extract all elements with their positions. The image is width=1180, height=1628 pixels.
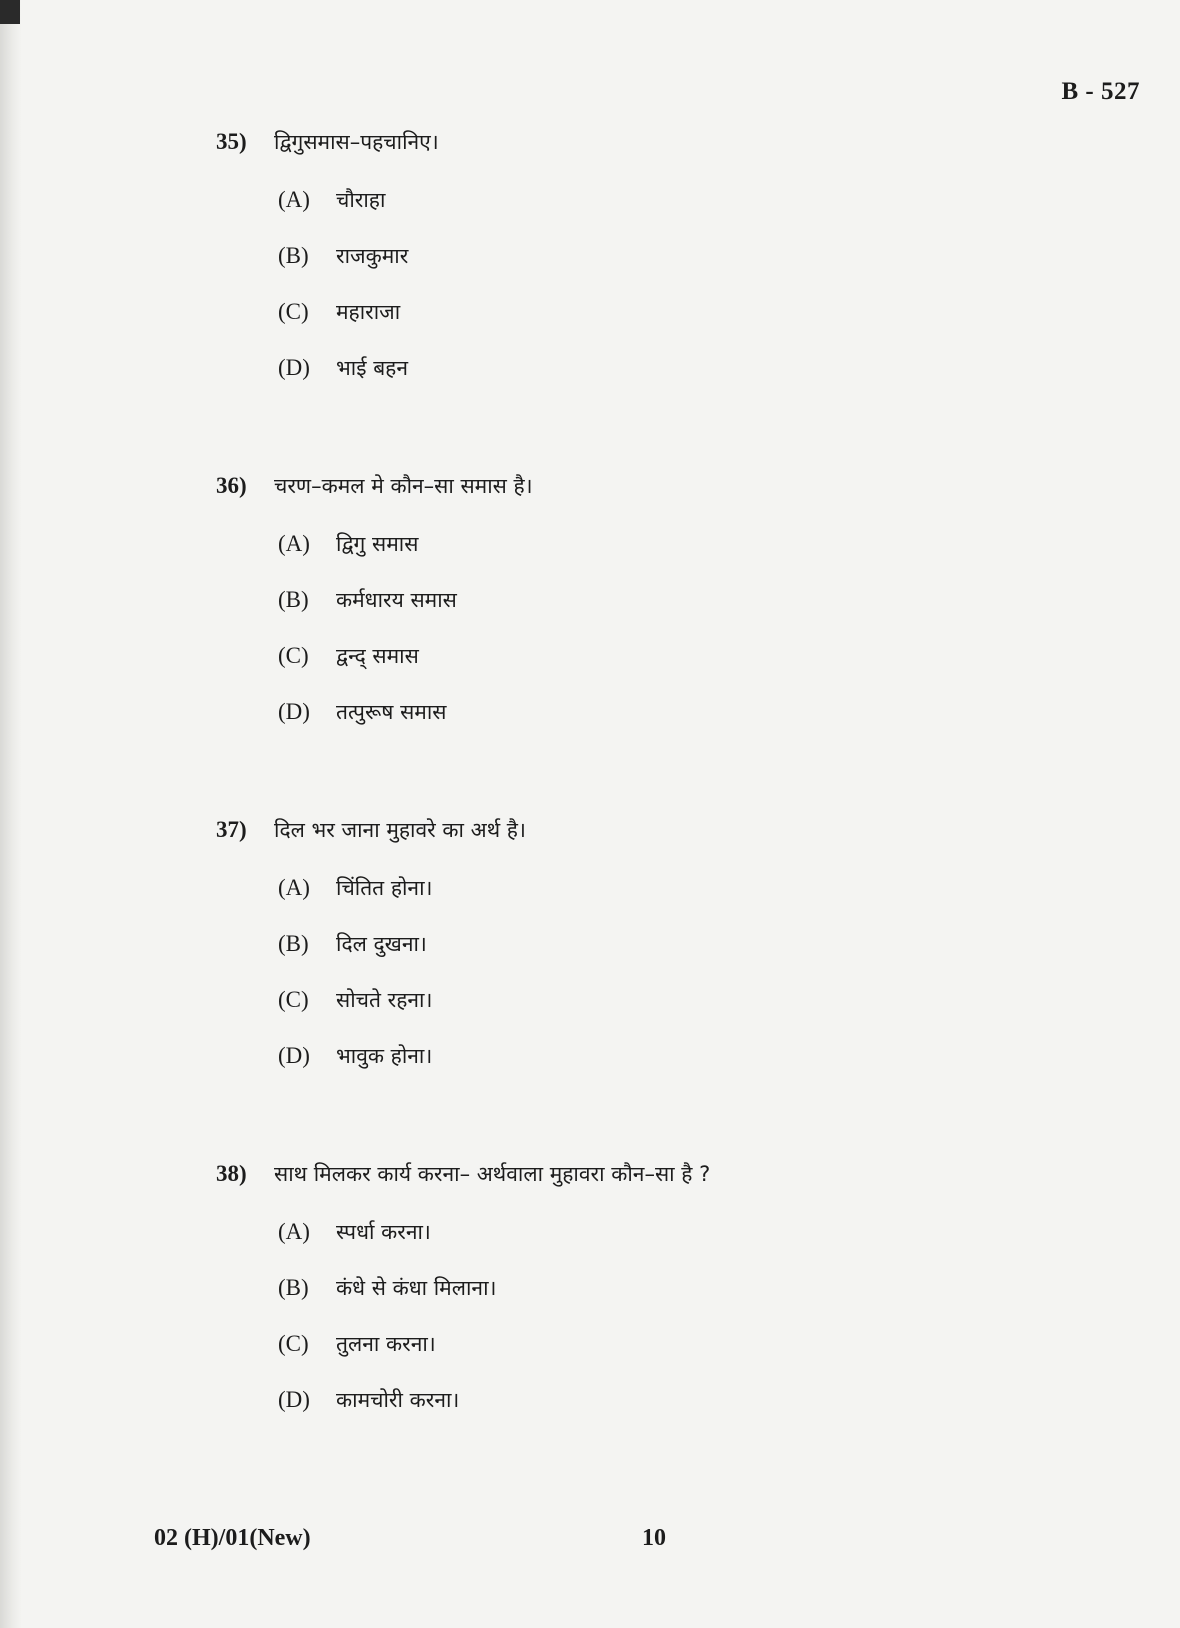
option-text: कर्मधारय समास (336, 588, 457, 612)
question-text: चरण–कमल मे कौन–सा समास है। (274, 474, 533, 498)
option-text: कंधे से कंधा मिलाना। (336, 1276, 497, 1300)
question-text: साथ मिलकर कार्य करना– अर्थवाला मुहावरा कौन–सा है ? (274, 1162, 711, 1186)
option-b (216, 930, 1116, 986)
option-text: द्वन्द् समास (336, 644, 419, 668)
option-label: (A) (278, 875, 310, 900)
scan-edge (0, 0, 22, 1628)
option-text: राजकुमार (336, 244, 409, 268)
option-a (216, 186, 1116, 242)
question-header (216, 816, 1116, 850)
option-label: (D) (278, 355, 310, 380)
option-text: कामचोरी करना। (336, 1388, 460, 1412)
option-text: तुलना करना। (336, 1332, 436, 1356)
option-c (216, 1330, 1116, 1386)
question-37 (216, 816, 1116, 1098)
page-number: 10 (642, 1525, 666, 1551)
option-label: (A) (278, 187, 310, 212)
option-text: द्विगु समास (336, 532, 419, 556)
question-text: दिल भर जाना मुहावरे का अर्थ है। (274, 818, 526, 842)
question-header (216, 1160, 1116, 1194)
footer-paper-code: 02 (H)/01(New) (154, 1525, 311, 1551)
option-c (216, 298, 1116, 354)
option-label: (A) (278, 1219, 310, 1244)
option-label: (D) (278, 1043, 310, 1068)
option-label: (D) (278, 699, 310, 724)
option-label: (C) (278, 299, 309, 324)
question-header (216, 472, 1116, 506)
option-text: तत्पुरूष समास (336, 700, 447, 724)
question-number: 35) (216, 129, 247, 154)
scan-corner-mark (0, 0, 20, 24)
option-label: (A) (278, 531, 310, 556)
question-header (216, 128, 1116, 162)
option-label: (C) (278, 987, 309, 1012)
option-label: (C) (278, 1331, 309, 1356)
options-list (216, 186, 1116, 410)
option-a (216, 1218, 1116, 1274)
option-text: चौराहा (336, 188, 386, 212)
options-list (216, 530, 1116, 754)
question-38 (216, 1160, 1116, 1442)
question-number: 37) (216, 817, 247, 842)
options-list (216, 1218, 1116, 1442)
option-text: भाई बहन (336, 356, 408, 380)
options-list (216, 874, 1116, 1098)
option-b (216, 242, 1116, 298)
option-label: (B) (278, 243, 309, 268)
paper-code: B - 527 (1061, 78, 1140, 105)
option-label: (C) (278, 643, 309, 668)
question-35 (216, 128, 1116, 410)
option-label: (B) (278, 587, 309, 612)
option-text: भावुक होना। (336, 1044, 433, 1068)
option-text: स्पर्धा करना। (336, 1220, 431, 1244)
option-b (216, 586, 1116, 642)
question-number: 38) (216, 1161, 247, 1186)
option-b (216, 1274, 1116, 1330)
option-d (216, 1042, 1116, 1098)
question-text: द्विगुसमास–पहचानिए। (274, 130, 439, 154)
option-d (216, 698, 1116, 754)
option-label: (B) (278, 1275, 309, 1300)
option-d (216, 354, 1116, 410)
option-label: (B) (278, 931, 309, 956)
option-text: महाराजा (336, 300, 401, 324)
question-number: 36) (216, 473, 247, 498)
option-c (216, 642, 1116, 698)
option-a (216, 874, 1116, 930)
option-text: सोचते रहना। (336, 988, 433, 1012)
option-text: चिंतित होना। (336, 876, 433, 900)
option-text: दिल दुखना। (336, 932, 427, 956)
option-d (216, 1386, 1116, 1442)
question-36 (216, 472, 1116, 754)
option-a (216, 530, 1116, 586)
option-c (216, 986, 1116, 1042)
option-label: (D) (278, 1387, 310, 1412)
